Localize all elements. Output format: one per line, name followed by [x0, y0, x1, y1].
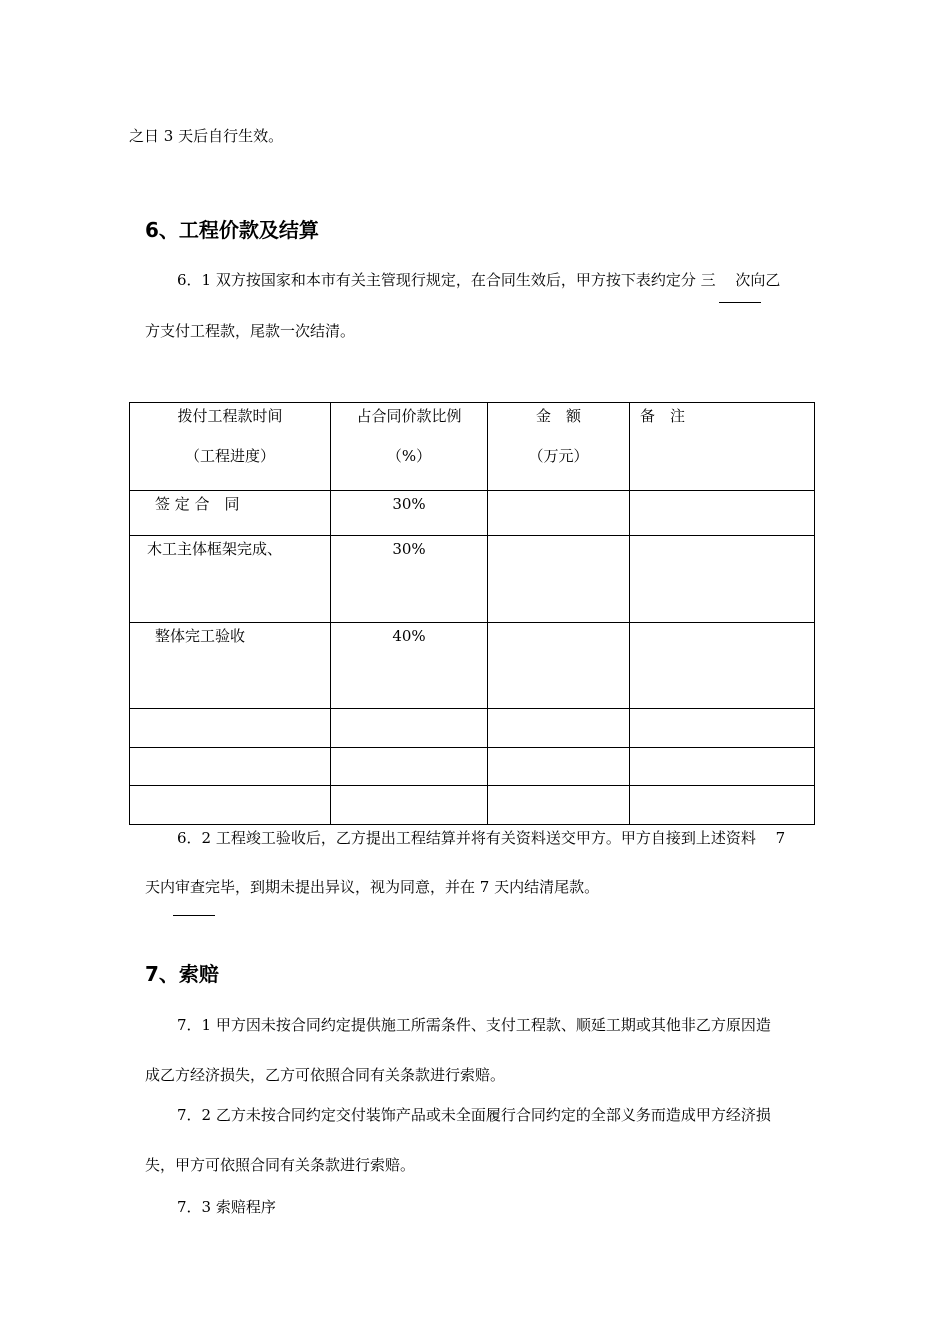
clause-7-3: 7．3 索赔程序 [177, 1198, 276, 1216]
clause-7-2-line1: 7．2 乙方未按合同约定交付装饰产品或未全面履行合同约定的全部义务而造成甲方经济损 [177, 1106, 771, 1124]
cell-amount [488, 786, 630, 825]
section-7-heading: 7、索赔 [145, 962, 219, 986]
cell-note [630, 748, 815, 786]
section-6-heading: 6、工程价款及结算 [145, 218, 319, 242]
clause-7-1-line2: 成乙方经济损失，乙方可依照合同有关条款进行索赔。 [145, 1066, 506, 1084]
header-ratio: 占合同价款比例 （%） [331, 403, 488, 491]
cell-time [130, 709, 331, 748]
table-row [130, 623, 815, 709]
table-row [130, 536, 815, 623]
cell-ratio [331, 709, 488, 748]
cell-ratio [331, 786, 488, 825]
cell-amount [488, 709, 630, 748]
cell-amount [488, 748, 630, 786]
header-amount: 金 额 （万元） [488, 403, 630, 491]
table-header-row [130, 403, 815, 491]
cell-note [630, 536, 815, 623]
cell-note [630, 709, 815, 748]
table-row [130, 709, 815, 748]
clause-7-1-line1: 7．1 甲方因未按合同约定提供施工所需条件、支付工程款、顺延工期或其他非乙方原因造 [177, 1016, 771, 1034]
cell-time: 木工主体框架完成、 [130, 536, 331, 623]
cell-amount [488, 536, 630, 623]
cell-ratio: 30% [331, 536, 488, 623]
clause-6-2-line1: 6．2 工程竣工验收后，乙方提出工程结算并将有关资料送交甲方。甲方自接到上述资料 7 [177, 829, 786, 847]
blank-underline [173, 915, 215, 916]
table-row [130, 491, 815, 536]
cell-ratio: 40% [331, 623, 488, 709]
clause-6-2-line2: 天内审查完毕，到期未提出异议，视为同意，并在 7 天内结清尾款。 [145, 878, 600, 896]
cell-ratio [331, 748, 488, 786]
clause-7-2-line2: 失，甲方可依照合同有关条款进行索赔。 [145, 1156, 416, 1174]
cell-time [130, 748, 331, 786]
cell-ratio: 30% [331, 491, 488, 536]
cell-amount [488, 623, 630, 709]
intro-text: 之日 3 天后自行生效。 [129, 127, 284, 145]
table-row [130, 786, 815, 825]
table-row [130, 748, 815, 786]
header-note: 备 注 [630, 403, 815, 491]
cell-time [130, 786, 331, 825]
payment-schedule-table [129, 402, 815, 825]
header-time: 拨付工程款时间 （工程进度） [130, 403, 331, 491]
cell-note [630, 491, 815, 536]
clause-6-1-line1: 6．1 双方按国家和本市有关主管现行规定，在合同生效后，甲方按下表约定分 三 次向乙 [177, 271, 781, 289]
cell-note [630, 786, 815, 825]
cell-time: 签 定 合 同 [130, 491, 331, 536]
cell-amount [488, 491, 630, 536]
blank-underline [719, 302, 761, 303]
cell-time: 整体完工验收 [130, 623, 331, 709]
cell-note [630, 623, 815, 709]
clause-6-1-line2: 方支付工程款，尾款一次结清。 [145, 322, 356, 340]
